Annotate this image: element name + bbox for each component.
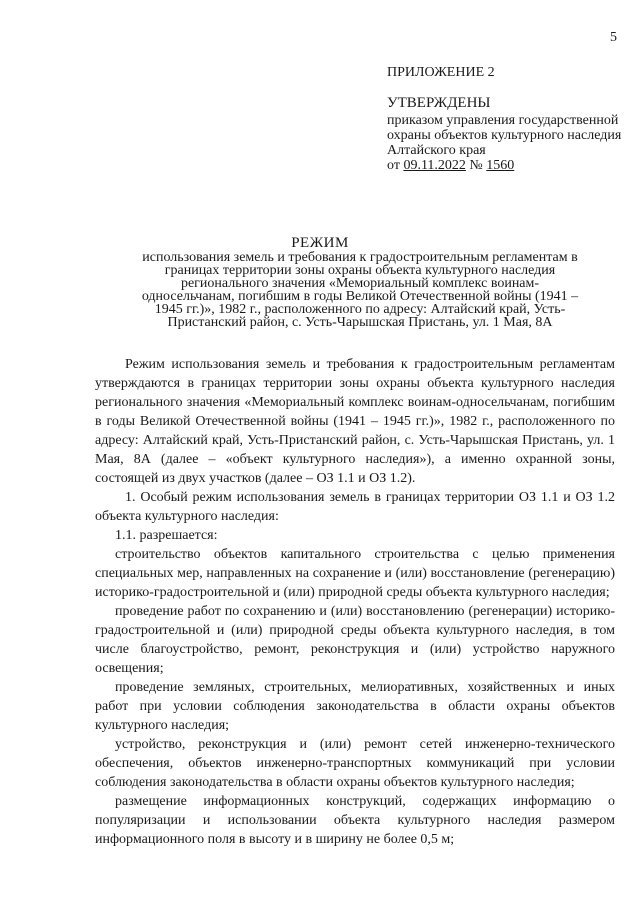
document-body bbox=[95, 355, 615, 849]
page-number: 5 bbox=[610, 30, 617, 45]
paragraph: 1.1. разрешается: bbox=[115, 528, 218, 543]
order-date-line bbox=[387, 158, 627, 173]
paragraph: строительство объектов капитального строительства с целью применения специальных мер, направленных на сохранение и (или) восстановление (регенерацию) историко-градостроительной и (или) природной среды объекта культурного наследия; bbox=[95, 547, 615, 600]
paragraph: устройство, реконструкция и (или) ремонт сетей инженерно-технического обеспечения, объектов инженерно-транспортных коммуникаций при условии соблюдения законодательства в области охраны объектов культурного наследия; bbox=[95, 737, 615, 790]
approved-label: УТВЕРЖДЕНЫ bbox=[387, 95, 491, 111]
paragraph: Режим использования земель и требования к градостроительным регламентам утверждаются в границах территории зоны охраны объекта культурного наследия регионального значения «Мемориальный комплекс воинам-односельчанам, погибшим в годы Великой Отечественной войны (1941 – 1945 гг.)», 1982 г., расположенного по адресу: Алтайский край, Усть-Пристанский район, с. Усть-Чарышская Пристань, ул. 1 Мая, 8А (далее – «объект культурного наследия»), а именно охранной зоны, состоящей из двух участков (далее – ОЗ 1.1 и ОЗ 1.2). bbox=[95, 357, 615, 486]
order-date: 09.11.2022 bbox=[403, 158, 466, 173]
order-text: приказом управления государственной охраны объектов культурного наследия Алтайского края bbox=[387, 113, 622, 158]
document-heading: использования земель и требования к градостроительным регламентам в границах территории зоны охраны объекта культурного наследия регионального значения «Мемориальный комплекс воинам-односельчанам, погибшим в годы Великой Отечественной войны (1941 – 1945 гг.)», 1982 г., расположенного по адресу: Алтайский край, Усть-Пристанский район, с. Усть-Чарышская Пристань, ул. 1 Мая, 8А bbox=[141, 250, 579, 330]
paragraph: размещение информационных конструкций, содержащих информацию о популяризации и использовании объекта культурного наследия размером информационного поля в высоту и в ширину не более 0,5 м; bbox=[95, 794, 615, 847]
date-prefix: от bbox=[387, 158, 400, 173]
number-prefix: № bbox=[469, 158, 483, 173]
order-number: 1560 bbox=[486, 158, 515, 173]
document-title: РЕЖИМ bbox=[291, 235, 349, 251]
paragraph: 1. Особый режим использования земель в границах территории ОЗ 1.1 и ОЗ 1.2 объекта культурного наследия: bbox=[95, 490, 615, 524]
paragraph: проведение работ по сохранению и (или) восстановлению (регенерации) историко-градостроительной и (или) природной среды объекта культурного наследия, в том числе благоустройство, ремонт, реконструкция и (или) устройство наружного освещения; bbox=[95, 604, 615, 676]
approval-block bbox=[387, 65, 627, 173]
paragraph: проведение земляных, строительных, мелиоративных, хозяйственных и иных работ при условии соблюдения законодательства в области охраны объектов культурного наследия; bbox=[95, 680, 615, 733]
appendix-label: ПРИЛОЖЕНИЕ 2 bbox=[387, 65, 495, 80]
